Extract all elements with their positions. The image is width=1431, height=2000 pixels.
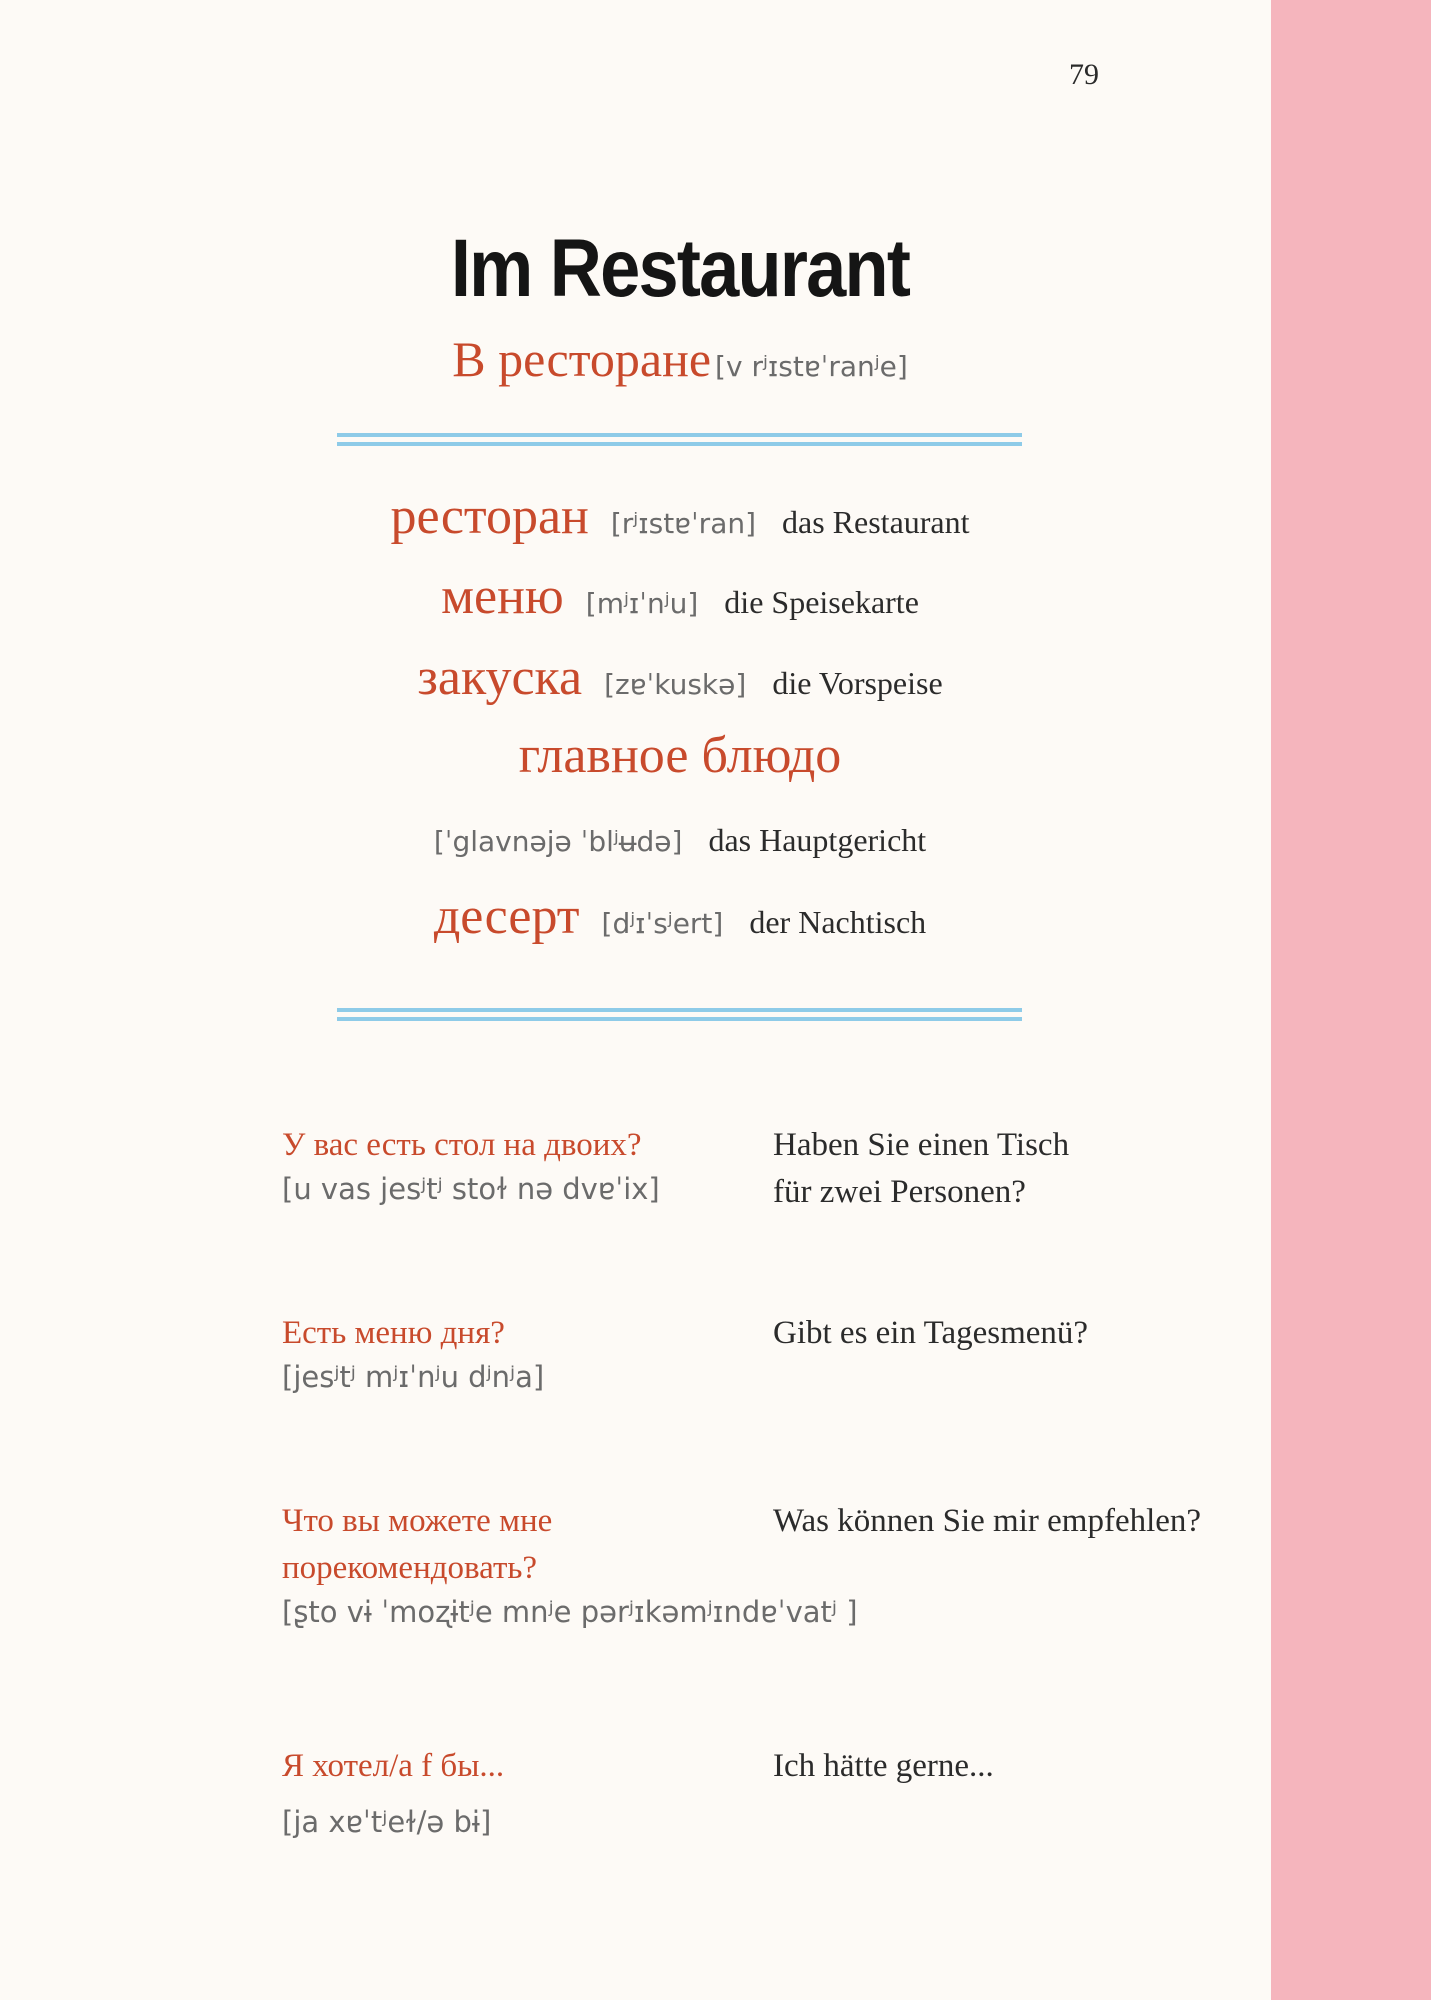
phrase-russian: Я хотел/а f бы... <box>282 1748 505 1784</box>
subtitle-russian: В ресторане <box>452 331 712 387</box>
vocab-russian: ресторан <box>390 488 589 545</box>
divider-bottom <box>337 1008 1022 1022</box>
vocab-transcription: [rʲɪstɐˈran] <box>610 507 757 540</box>
vocab-russian: десерт <box>433 888 580 945</box>
vocab-item <box>0 887 1360 946</box>
phrase-russian: У вас есть стол на двоих? <box>282 1127 642 1163</box>
phrase-german-line: Gibt es ein Tagesmenü? <box>773 1315 1089 1351</box>
vocab-item <box>0 726 1360 785</box>
phrase-german-line: Haben Sie einen Tisch <box>773 1127 1070 1163</box>
phrase-german <box>773 1498 1253 1545</box>
vocab-russian: закуска <box>417 649 583 706</box>
vocab-transcription: [dʲɪˈsʲert] <box>601 907 724 940</box>
vocab-item <box>0 487 1360 546</box>
phrase-russian: Есть меню дня? <box>282 1315 505 1351</box>
phrase-transcription: [u vas jesʲtʲ stoɫ nə dvɐˈix] <box>282 1172 660 1206</box>
vocab-item <box>0 567 1360 626</box>
vocab-german: der Nachtisch <box>749 904 927 940</box>
phrase-russian-line: Что вы можете мне <box>282 1503 553 1539</box>
subtitle-transcription: [v rʲɪstɐˈranʲe] <box>715 350 908 383</box>
vocab-transcription: [zɐˈkuskə] <box>604 668 747 701</box>
phrase-transcription: [ja xɐˈtʲeɫ/ə bɨ] <box>282 1805 492 1839</box>
vocab-transcription: [ˈglavnəjə ˈblʲʉdə] <box>433 825 683 858</box>
subtitle <box>0 330 1360 388</box>
vocab-german: die Vorspeise <box>772 665 943 701</box>
phrase-russian <box>282 1498 742 1592</box>
phrase-russian-line: порекомендовать? <box>282 1550 538 1586</box>
vocab-russian: главное блюдо <box>518 727 842 784</box>
phrase-transcription: [jesʲtʲ mʲɪˈnʲu dʲnʲa] <box>282 1360 545 1394</box>
phrase-german-line: Was können Sie mir empfehlen? <box>773 1503 1202 1539</box>
side-color-band <box>1271 0 1431 2000</box>
vocab-transcription: [mʲɪˈnʲu] <box>585 587 699 620</box>
vocab-item <box>0 648 1360 707</box>
vocab-item-details <box>0 822 1360 859</box>
vocab-german: das Restaurant <box>782 504 970 540</box>
vocab-russian: меню <box>441 568 564 625</box>
page-title: Im Restaurant <box>450 223 910 314</box>
phrase-german-line: Ich hätte gerne... <box>773 1748 994 1784</box>
vocab-german: die Speisekarte <box>724 584 919 620</box>
phrase-german <box>773 1743 1253 1790</box>
vocab-german: das Hauptgericht <box>708 822 927 858</box>
phrase-transcription: [ʂto vɨ ˈmoʐɨtʲe mnʲe pərʲɪkəmʲɪndɐˈvatʲ ] <box>282 1595 858 1629</box>
phrase-german-line: für zwei Personen? <box>773 1174 1026 1210</box>
divider-top <box>337 433 1022 447</box>
phrase-german <box>773 1122 1253 1216</box>
page-number: 79 <box>1069 58 1099 91</box>
phrase-german <box>773 1310 1253 1357</box>
